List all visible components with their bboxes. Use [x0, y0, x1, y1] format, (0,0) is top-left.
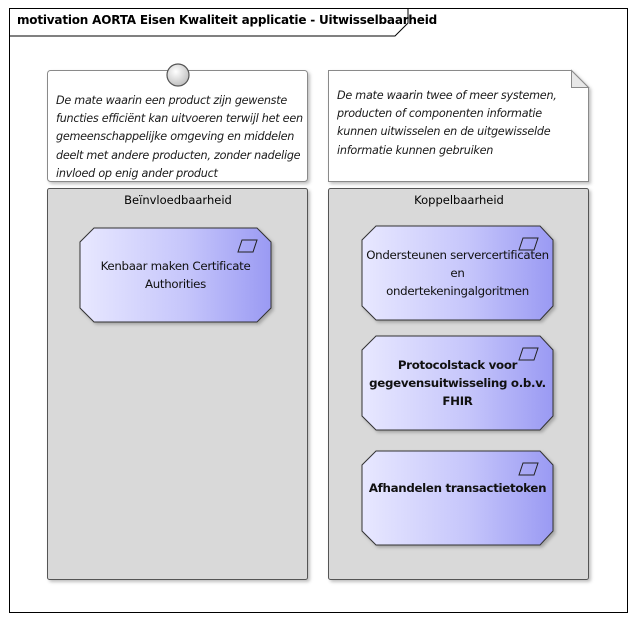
note-line: De mate waarin een product zijn gewenste: [56, 94, 288, 107]
requirement-line: Ondersteunen servercertificaten en: [366, 248, 549, 280]
note-line: informatie kunnen gebruiken: [337, 143, 494, 157]
requirement-afhandelen-label: [362, 451, 553, 525]
note-koppelbaarheid-text: [337, 87, 557, 160]
circle-connector-icon: [167, 64, 189, 86]
note-fold-corner: [572, 71, 589, 88]
requirement-kenbaar-maken-label: [80, 228, 271, 322]
group-label: Beïnvloedbaarheid: [124, 193, 232, 207]
diagram-title: motivation AORTA Eisen Kwaliteit applicatie - Uitwisselbaarheid: [17, 13, 438, 27]
group-beinvloedbaarheid-header: [48, 189, 308, 209]
note-line: deelt met andere producten, zonder nadelige: [56, 148, 301, 162]
requirement-line: Protocolstack voor: [397, 358, 518, 372]
requirement-line: gegevensuitwisseling o.b.v. FHIR: [369, 376, 546, 408]
note-line: functies efficiënt kan uitvoeren terwijl het een: [56, 112, 303, 126]
requirement-line: Kenbaar maken Certificate: [100, 259, 251, 273]
note-line: De mate waarin twee of meer systemen,: [337, 89, 557, 102]
note-line: kunnen uitwisselen en de uitgewisselde: [337, 125, 551, 139]
requirement-line: ondertekeningalgoritmen: [386, 284, 529, 298]
note-line: producten of componenten informatie: [337, 107, 542, 121]
note-line: gemeenschappelijke omgeving en middelen: [56, 130, 295, 144]
note-line: invloed op enig ander product: [56, 166, 218, 180]
requirement-line: Afhandelen transactietoken: [368, 481, 547, 495]
requirement-protocolstack-label: [362, 336, 553, 430]
note-beinvloedbaarheid-text: [56, 92, 303, 183]
group-label: Koppelbaarheid: [414, 193, 504, 207]
requirement-ondersteunen-label: [362, 226, 553, 320]
title-tab: [9, 8, 408, 36]
requirement-line: Authorities: [144, 277, 206, 291]
group-koppelbaarheid-header: [329, 189, 589, 209]
